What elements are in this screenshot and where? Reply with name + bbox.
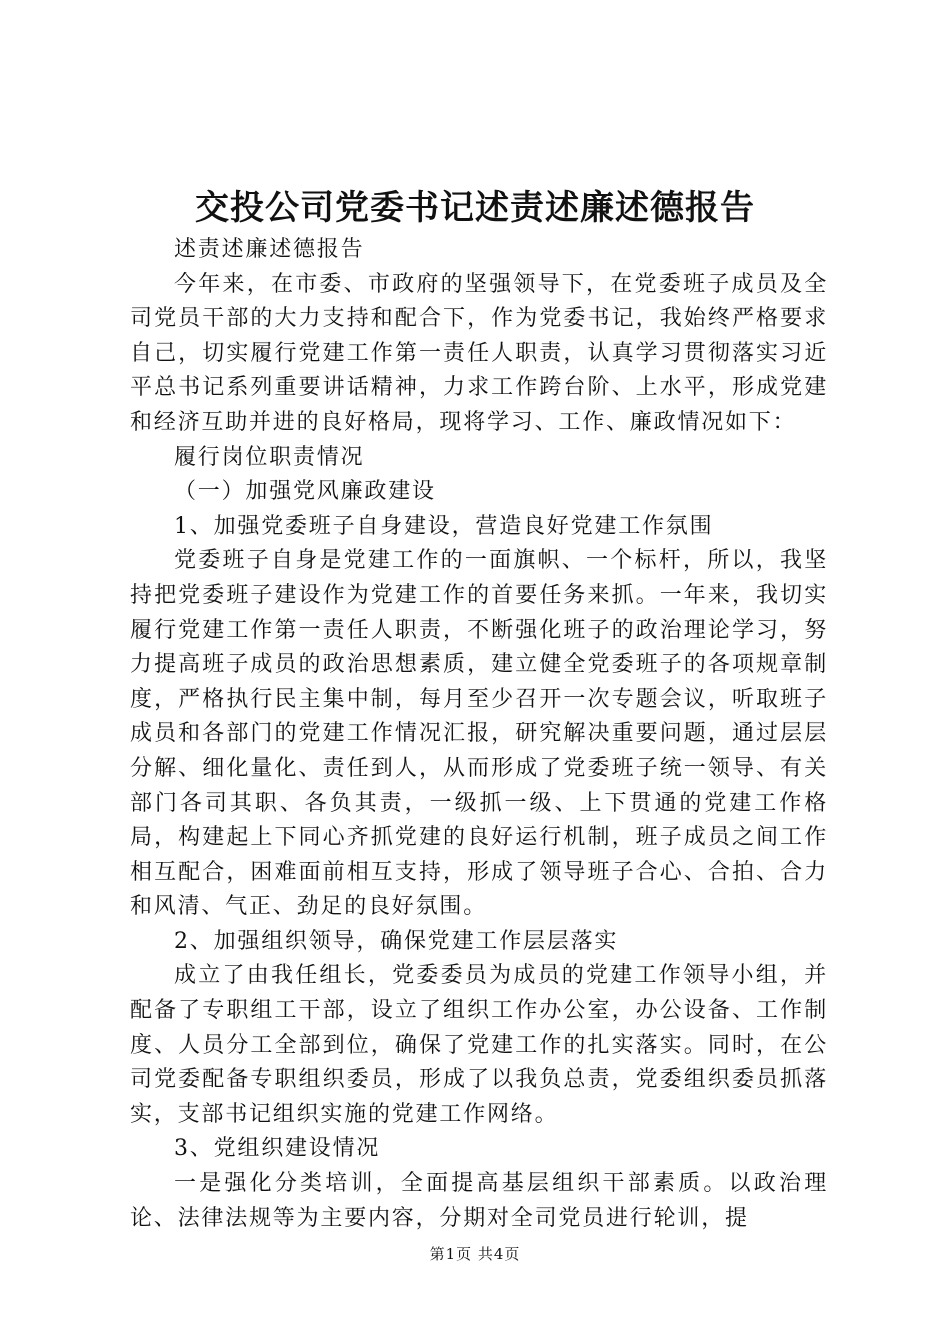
paragraph-3: 一是强化分类培训，全面提高基层组织干部素质。以政治理论、法律法规等为主要内容，分期对全司党员进行轮训，提 [130,1171,828,1231]
paragraph-1: 党委班子自身是党建工作的一面旗帜、一个标杆，所以，我坚持把党委班子建设作为党建工作的首要任务来抓。一年来，我切实履行党建工作第一责任人职责，不断强化班子的政治理论学习，努力提高班子成员的政治思想素质，建立健全党委班子的各项规章制度，严格执行民主集中制，每月至少召开一次专题会议，听取班子成员和各部门的党建工作情况汇报，研究解决重要问题，通过层层分解、细化量化、责任到人，从而形成了党委班子统一领导、有关部门各司其职、各负其责，一级抓一级、上下贯通的党建工作格局，构建起上下同心齐抓党建的良好运行机制，班子成员之间工作相互配合，困难面前相互支持，形成了领导班子合心、合拍、合力和风清、气正、劲足的良好氛围。 [130,548,828,920]
document-title: 交投公司党委书记述责述廉述德报告 [195,188,755,228]
section-heading-integrity: （一）加强党风廉政建设 [174,479,436,505]
subheading-2: 2、加强组织领导，确保党建工作层层落实 [174,928,619,954]
subheading-3: 3、党组织建设情况 [174,1136,381,1162]
paragraph-intro: 今年来，在市委、市政府的坚强领导下，在党委班子成员及全司党员干部的大力支持和配合下，作为党委书记，我始终严格要求自己，切实履行党建工作第一责任人职责，认真学习贯彻落实习近平总书记系列重要讲话精神，力求工作跨台阶、上水平，形成党建和经济互助并进的良好格局，现将学习、工作、廉政情况如下： [130,271,828,435]
document-body [130,233,828,1236]
subheading-1: 1、加强党委班子自身建设，营造良好党建工作氛围 [174,513,714,539]
report-subtitle: 述责述廉述德报告 [174,237,365,262]
paragraph-2: 成立了由我任组长，党委委员为成员的党建工作领导小组，并配备了专职组工干部，设立了组织工作办公室，办公设备、工作制度、人员分工全部到位，确保了党建工作的扎实落实。同时，在公司党委配备专职组织委员，形成了以我负总责，党委组织委员抓落实，支部书记组织实施的党建工作网络。 [130,963,828,1127]
page-number-footer: 第1页 共4页 [429,1245,521,1263]
section-heading-duties: 履行岗位职责情况 [174,444,365,470]
